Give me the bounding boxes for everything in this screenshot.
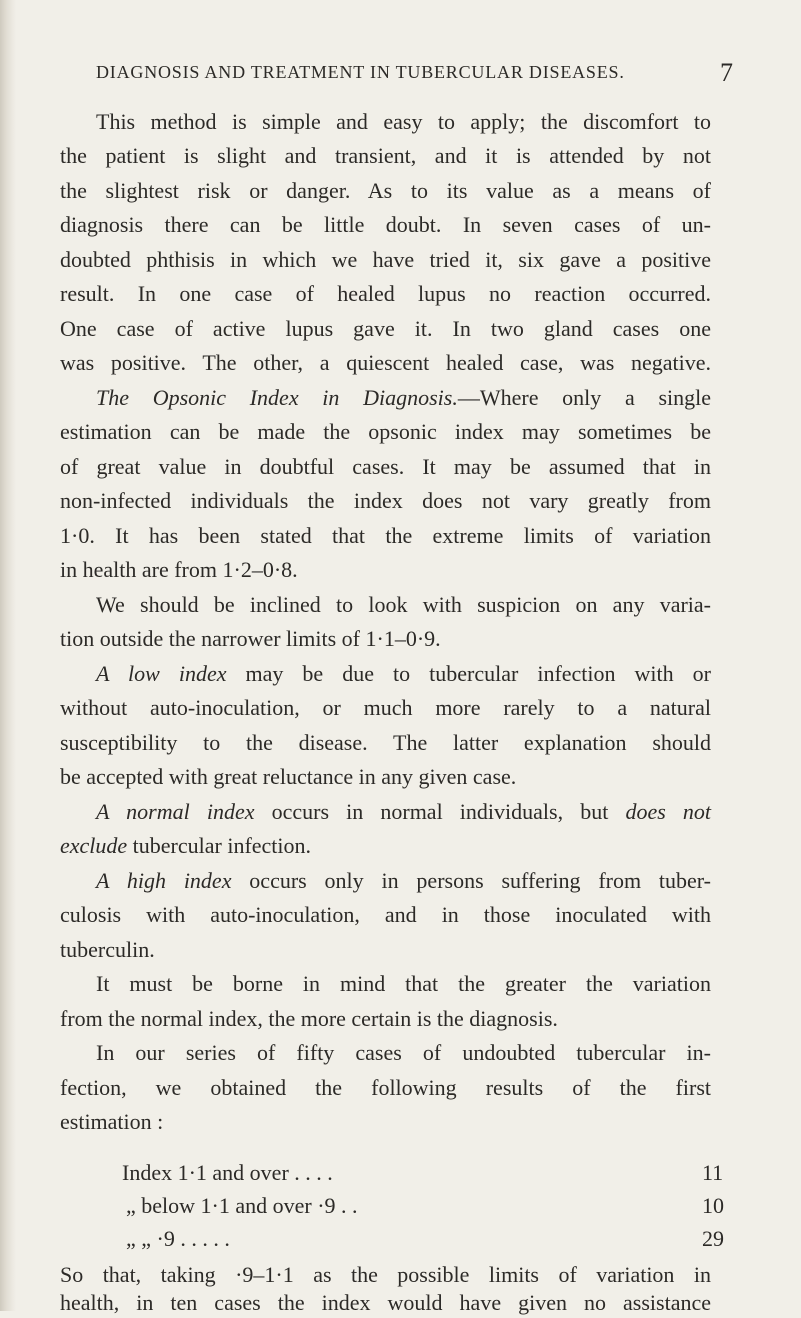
text-line: health, in ten cases the index would have given no assistance — [60, 1290, 711, 1315]
table-row — [122, 1191, 722, 1221]
low-index-term: A low index — [96, 661, 227, 686]
text-line: susceptibility to the disease. The latter explanation should — [60, 730, 711, 755]
text-line: We should be inclined to look with suspicion on any varia- — [96, 592, 711, 617]
text-line-high-index: A high index occurs only in persons suffering from tuber- — [96, 868, 712, 893]
text-line: without auto-inoculation, or much more rarely to a natural — [60, 695, 711, 720]
text-line-low-index: A low index may be due to tubercular infection with or — [96, 661, 711, 686]
text-line: in health are from 1·2–0·8. — [60, 557, 298, 582]
text-line: exclude tubercular infection. — [60, 833, 312, 858]
table-row-label: „ „ ·9 . . . . . — [126, 1226, 230, 1251]
text-line: tion outside the narrower limits of 1·1–0·9. — [60, 626, 441, 651]
text-line-opsonic-heading: The Opsonic Index in Diagnosis.—Where only a single — [96, 385, 711, 410]
text-line: diagnosis there can be little doubt. In seven cases of un- — [60, 212, 711, 237]
table-row-value: 11 — [702, 1160, 724, 1185]
table-row-label: „ below 1·1 and over ·9 . . — [126, 1193, 358, 1218]
page-number: 7 — [720, 58, 733, 87]
text-line: of great value in doubtful cases. It may be assumed that in — [60, 454, 711, 479]
text-line: the patient is slight and transient, and it is attended by not — [60, 143, 711, 168]
running-header-title: DIAGNOSIS AND TREATMENT IN TUBERCULAR DISEASES. — [96, 62, 625, 82]
table-row-label: Index 1·1 and over . . . . — [122, 1160, 333, 1185]
table-row-value: 10 — [702, 1193, 724, 1218]
text-line: It must be borne in mind that the greater the variation — [96, 971, 711, 996]
normal-index-term: A normal index — [96, 799, 255, 824]
text-line-normal-index: A normal index occurs in normal individuals, but does not — [96, 799, 711, 824]
table-row-value: 29 — [702, 1226, 724, 1251]
text-line: 1·0. It has been stated that the extreme limits of variation — [60, 523, 711, 548]
text-line: estimation : — [60, 1109, 164, 1134]
text-line: tuberculin. — [60, 937, 155, 962]
text-line: This method is simple and easy to apply; the discomfort to — [96, 109, 711, 134]
text-line: was positive. The other, a quiescent healed case, was negative. — [60, 350, 711, 375]
text-line: culosis with auto-inoculation, and in those inoculated with — [60, 902, 711, 927]
text-line: So that, taking ·9–1·1 as the possible limits of variation in — [60, 1262, 711, 1287]
text-line: from the normal index, the more certain is the diagnosis. — [60, 1006, 558, 1031]
running-header — [96, 58, 733, 87]
high-index-term: A high index — [96, 868, 232, 893]
text-line: estimation can be made the opsonic index may sometimes be — [60, 419, 711, 444]
table-row — [122, 1224, 722, 1254]
text-line: fection, we obtained the following results of the first — [60, 1075, 711, 1100]
text-line: One case of active lupus gave it. In two gland cases one — [60, 316, 711, 341]
page-edge-shadow — [0, 0, 16, 1311]
text-line: be accepted with great reluctance in any given case. — [60, 764, 517, 789]
text-line: non-infected individuals the index does not vary greatly from — [60, 488, 711, 513]
text-line: doubted phthisis in which we have tried it, six gave a positive — [60, 247, 711, 272]
opsonic-section-title: The Opsonic Index in Diagnosis. — [96, 385, 458, 410]
text-line: result. In one case of healed lupus no reaction occurred. — [60, 281, 711, 306]
text-line: the slightest risk or danger. As to its value as a means of — [60, 178, 711, 203]
table-row — [122, 1158, 722, 1188]
text-line: In our series of fifty cases of undoubted tubercular in- — [96, 1040, 711, 1065]
